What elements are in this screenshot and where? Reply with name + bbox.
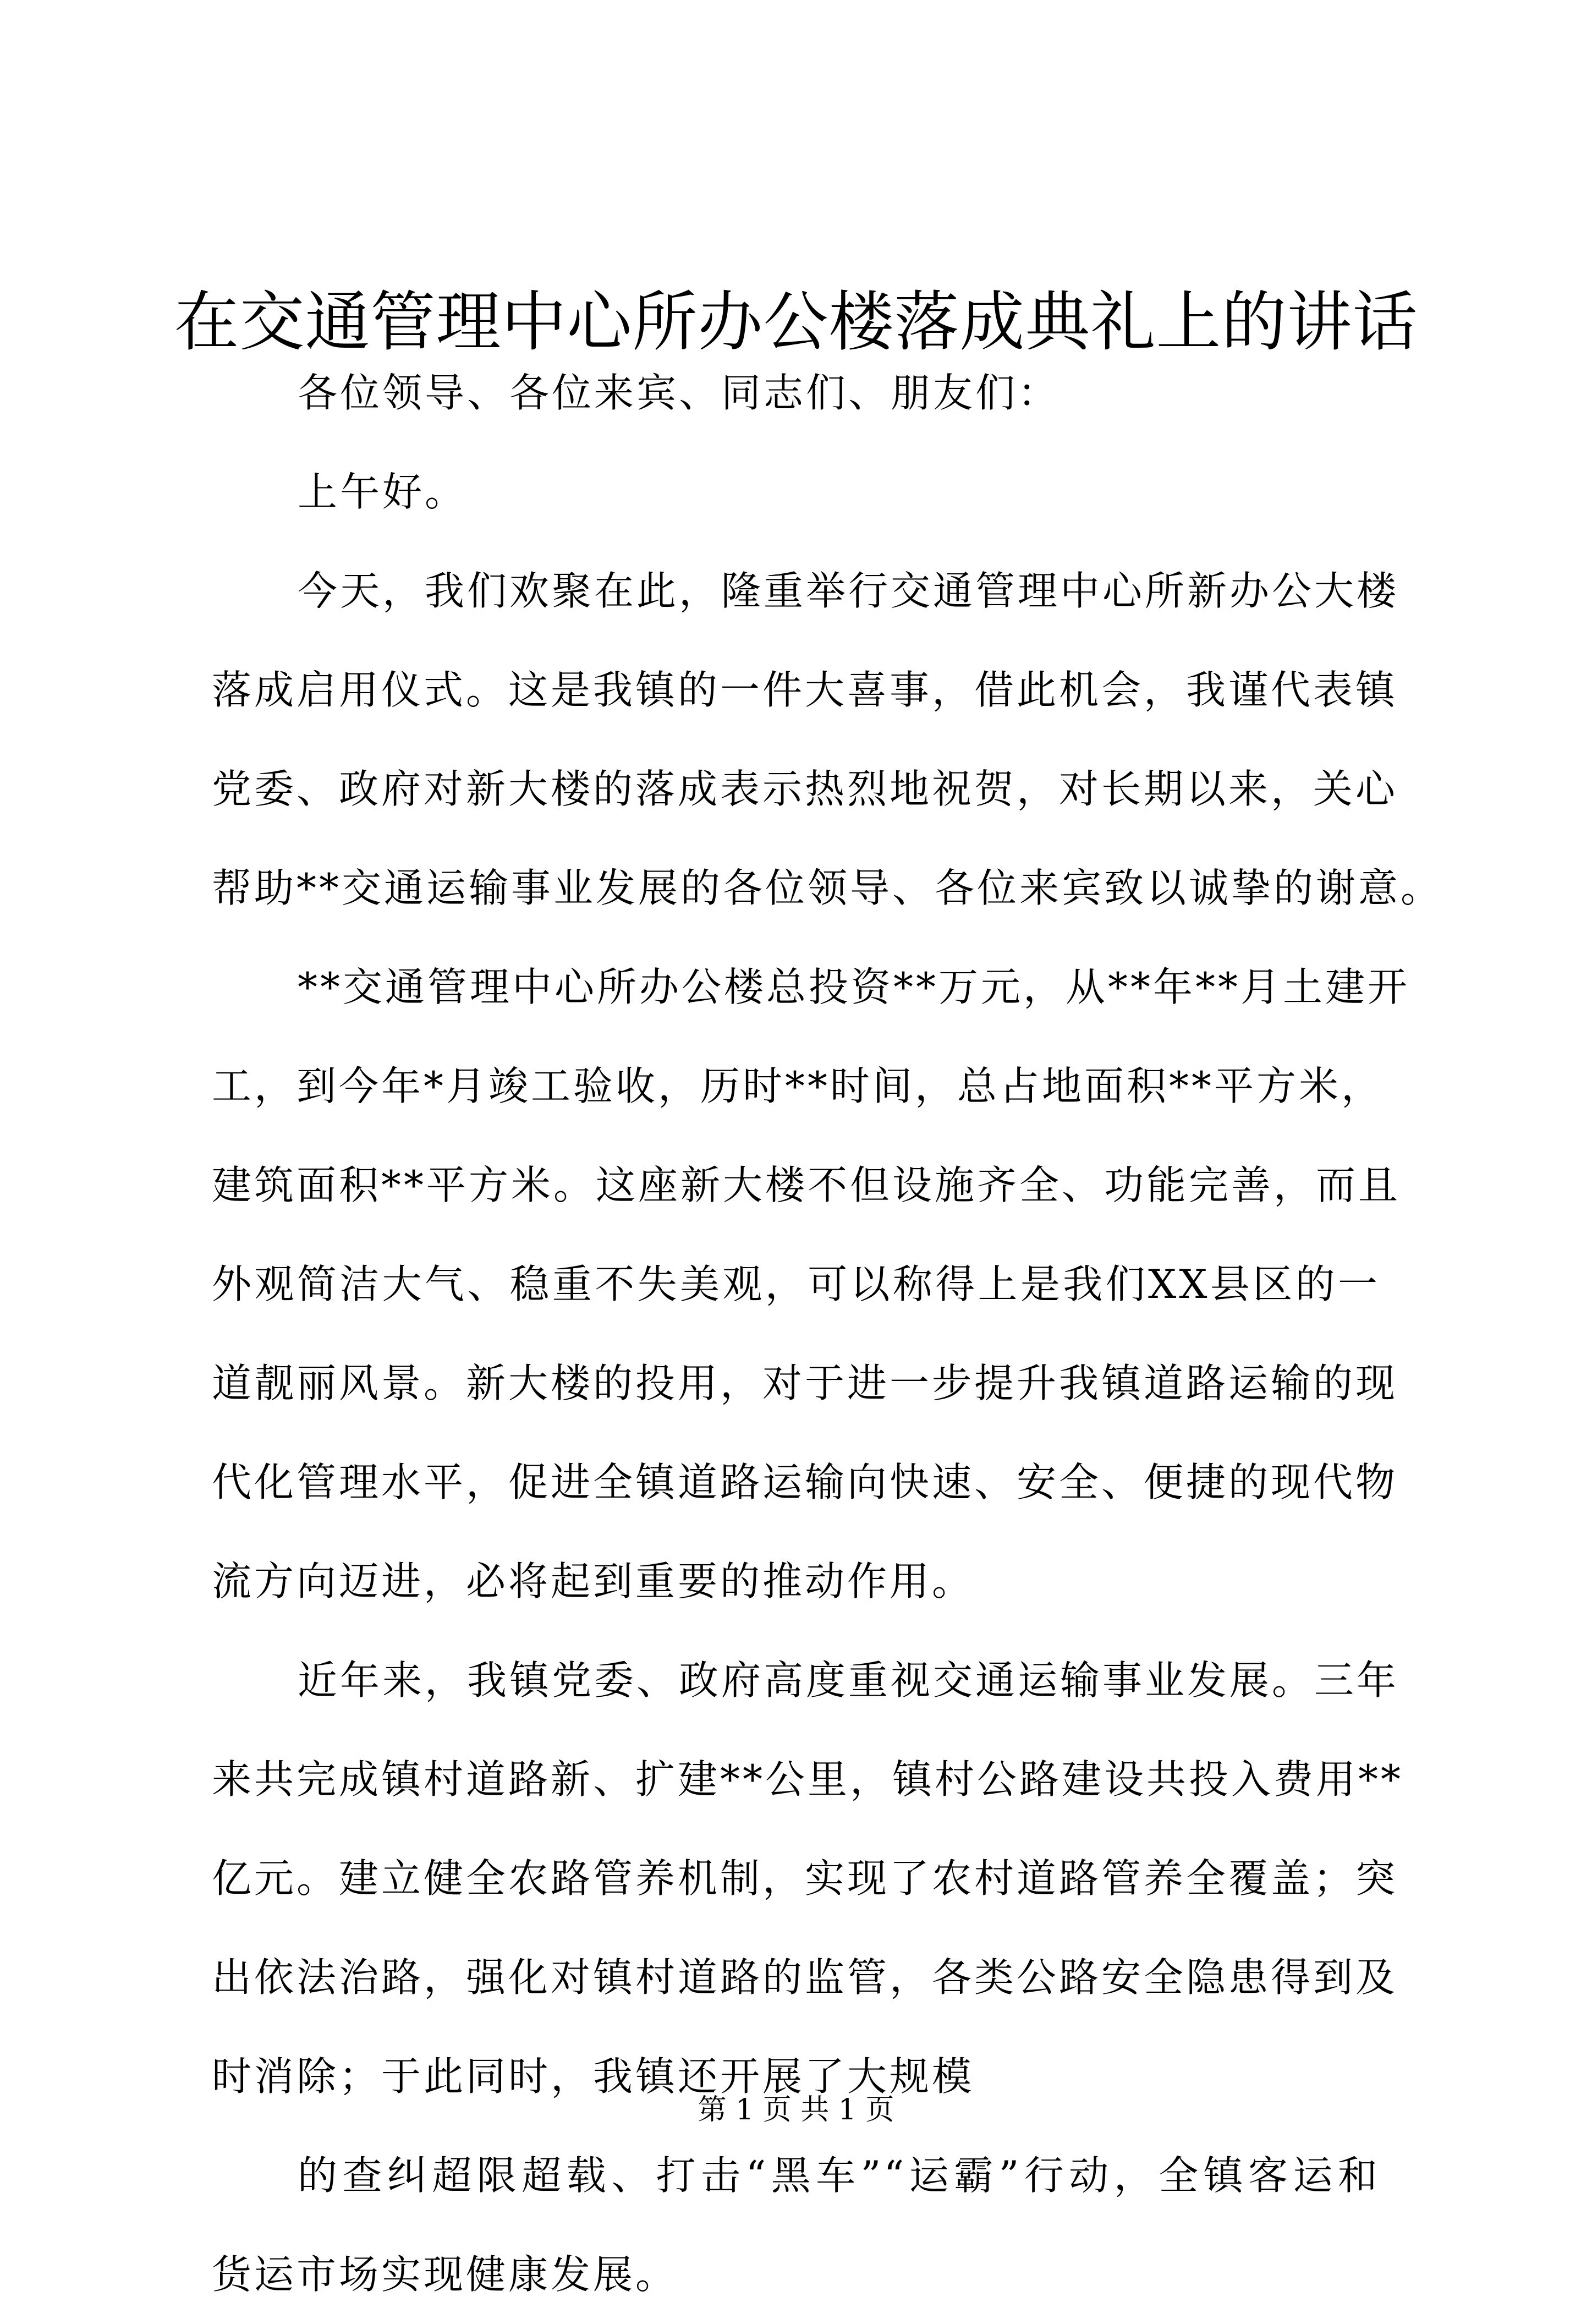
text-line: 近年来，我镇党委、政府高度重视交通运输事业发展。三年 [298,1657,1399,1703]
document-title: 在交通管理中心所办公楼落成典礼上的讲话 [174,284,1418,360]
paragraph [212,938,1410,1631]
text-line: 党委、政府对新大楼的落成表示热烈地祝贺，对长期以来，关心 [212,766,1398,812]
paragraph [212,442,1380,541]
text-line: 流方向迈进，必将起到重要的推动作用。 [212,1558,975,1604]
text-line: 代化管理水平，促进全镇道路运输向快速、安全、便捷的现代物 [212,1459,1398,1505]
text-line: 的查纠超限超载、打击“黑车”“运霸”行动，全镇客运和 [298,2152,1380,2199]
text-line: 来共完成镇村道路新、扩建**公里，镇村公路建设共投入费用** [212,1756,1404,1802]
page-footer: 第 1 页 共 1 页 [698,2093,894,2126]
text-line: 建筑面积**平方米。这座新大楼不但设施齐全、功能完善，而且 [212,1162,1401,1208]
text-line: 亿元。建立健全农路管养机制，实现了农村道路管养全覆盖；突 [212,1855,1398,1901]
text-line: 今天，我们欢聚在此，隆重举行交通管理中心所新办公大楼 [298,568,1399,614]
text-line: **交通管理中心所办公楼总投资**万元，从**年**月土建开 [298,964,1410,1010]
document-body [212,343,1443,2324]
text-line: 帮助**交通运输事业发展的各位领导、各位来宾致以诚挚的谢意。 [212,865,1443,911]
paragraph [212,541,1443,938]
text-line: 时消除；于此同时，我镇还开展了大规模 [212,2053,975,2100]
paragraph [212,2126,1380,2324]
paragraph [212,343,1380,442]
text-line: 道靓丽风景。新大楼的投用，对于进一步提升我镇道路运输的现 [212,1360,1398,1406]
text-line: 货运市场实现健康发展。 [212,2251,678,2298]
text-line: 工，到今年*月竣工验收，历时**时间，总占地面积**平方米， [212,1063,1384,1109]
paragraph [212,1631,1404,2126]
text-line: 各位领导、各位来宾、同志们、朋友们： [298,370,1061,416]
text-line: 出依法治路，强化对镇村道路的监管，各类公路安全隐患得到及 [212,1954,1398,2000]
text-line: 外观简洁大气、稳重不失美观，可以称得上是我们XX县区的一 [212,1261,1380,1307]
text-line: 落成启用仪式。这是我镇的一件大喜事，借此机会，我谨代表镇 [212,667,1398,713]
text-line: 上午好。 [298,469,468,515]
